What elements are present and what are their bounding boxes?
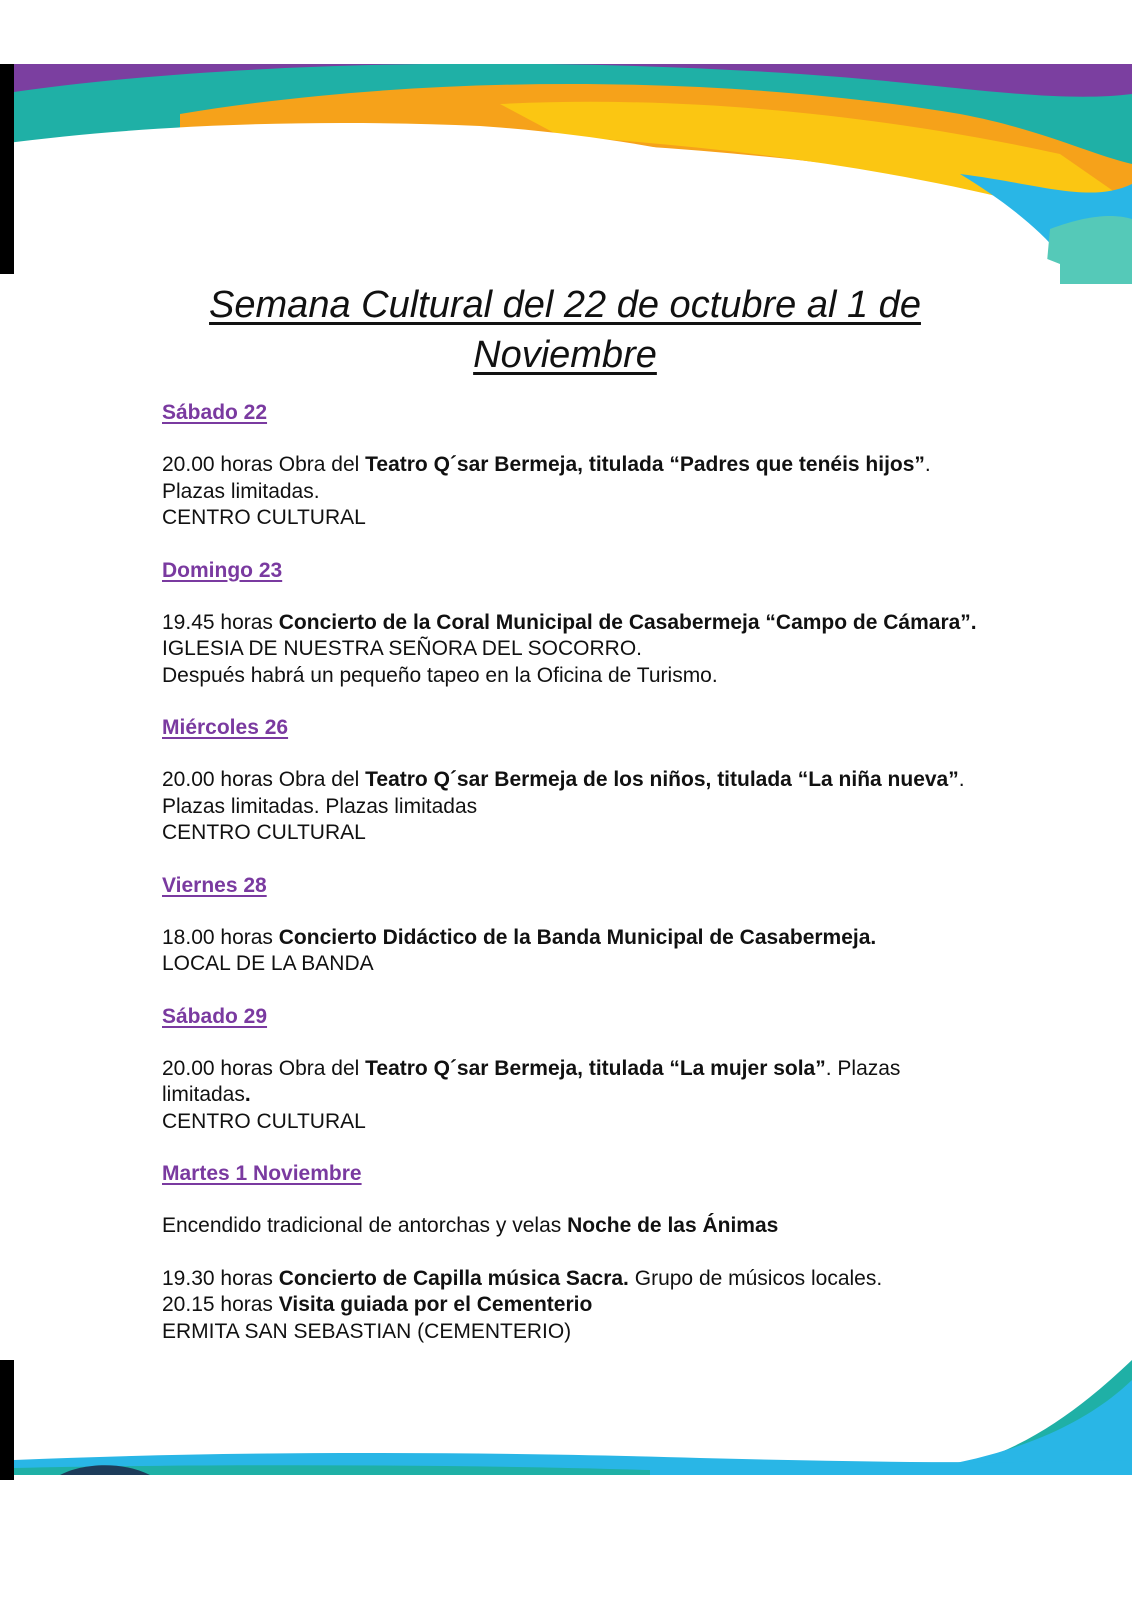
event-venue: IGLESIA DE NUESTRA SEÑORA DEL SOCORRO.: [162, 637, 643, 660]
event-line: 18.00 horas Concierto Didáctico de la Banda Municipal de Casabermeja.: [162, 925, 877, 949]
event-line: 20.00 horas Obra del Teatro Q´sar Bermeja de los niños, titulada “La niña nueva”. Plazas limitadas. Plazas limitadas: [162, 768, 965, 818]
day-section-sabado-29: [162, 1004, 982, 1136]
event-entry: [162, 452, 982, 532]
event-venue: CENTRO CULTURAL: [162, 1109, 366, 1133]
event-line: 19.45 horas Concierto de la Coral Municipal de Casabermeja “Campo de Cámara”.: [162, 610, 977, 634]
event-venue: CENTRO CULTURAL: [162, 506, 366, 529]
top-color-band: [0, 64, 1132, 284]
day-heading: Martes 1 Noviembre: [162, 1162, 362, 1185]
day-heading: Sábado 22: [162, 401, 268, 424]
event-entry: [162, 925, 982, 978]
event-entry: [162, 1056, 982, 1136]
day-section-viernes-28: [162, 873, 982, 978]
event-line: 20.00 horas Obra del Teatro Q´sar Bermeja, titulada “La mujer sola”. Plazas limitadas.: [162, 1056, 901, 1106]
event-line: Encendido tradicional de antorchas y velas Noche de las Ánimas: [162, 1214, 779, 1237]
day-section-domingo-23: [162, 558, 982, 690]
event-entry: [162, 767, 982, 847]
bottom-color-band: [0, 1360, 1132, 1510]
day-section-martes-1-noviembre: [162, 1161, 982, 1345]
page-title: Semana Cultural del 22 de octubre al 1 de Noviembre: [209, 284, 921, 376]
event-note: Después habrá un pequeño tapeo en la Oficina de Turismo.: [162, 663, 718, 687]
event-line: 19.30 horas Concierto de Capilla música Sacra. Grupo de músicos locales.: [162, 1266, 883, 1290]
program-list: [162, 400, 982, 1371]
event-entry: [162, 1266, 982, 1346]
event-venue: CENTRO CULTURAL: [162, 821, 366, 844]
day-heading: Domingo 23: [162, 558, 283, 582]
event-entry: [162, 610, 982, 690]
event-entry: [162, 1213, 982, 1240]
event-line: 20.00 horas Obra del Teatro Q´sar Bermeja, titulada “Padres que tenéis hijos”. Plazas limitadas.: [162, 453, 931, 503]
event-line: 20.15 horas Visita guiada por el Cementerio: [162, 1293, 593, 1316]
day-heading: Miércoles 26: [162, 716, 289, 739]
day-heading: Viernes 28: [162, 873, 267, 897]
day-section-sabado-22: [162, 400, 982, 532]
day-heading: Sábado 29: [162, 1004, 268, 1028]
event-venue: ERMITA SAN SEBASTIAN (CEMENTERIO): [162, 1319, 572, 1343]
event-venue: LOCAL DE LA BANDA: [162, 952, 374, 975]
day-section-miercoles-26: [162, 715, 982, 847]
